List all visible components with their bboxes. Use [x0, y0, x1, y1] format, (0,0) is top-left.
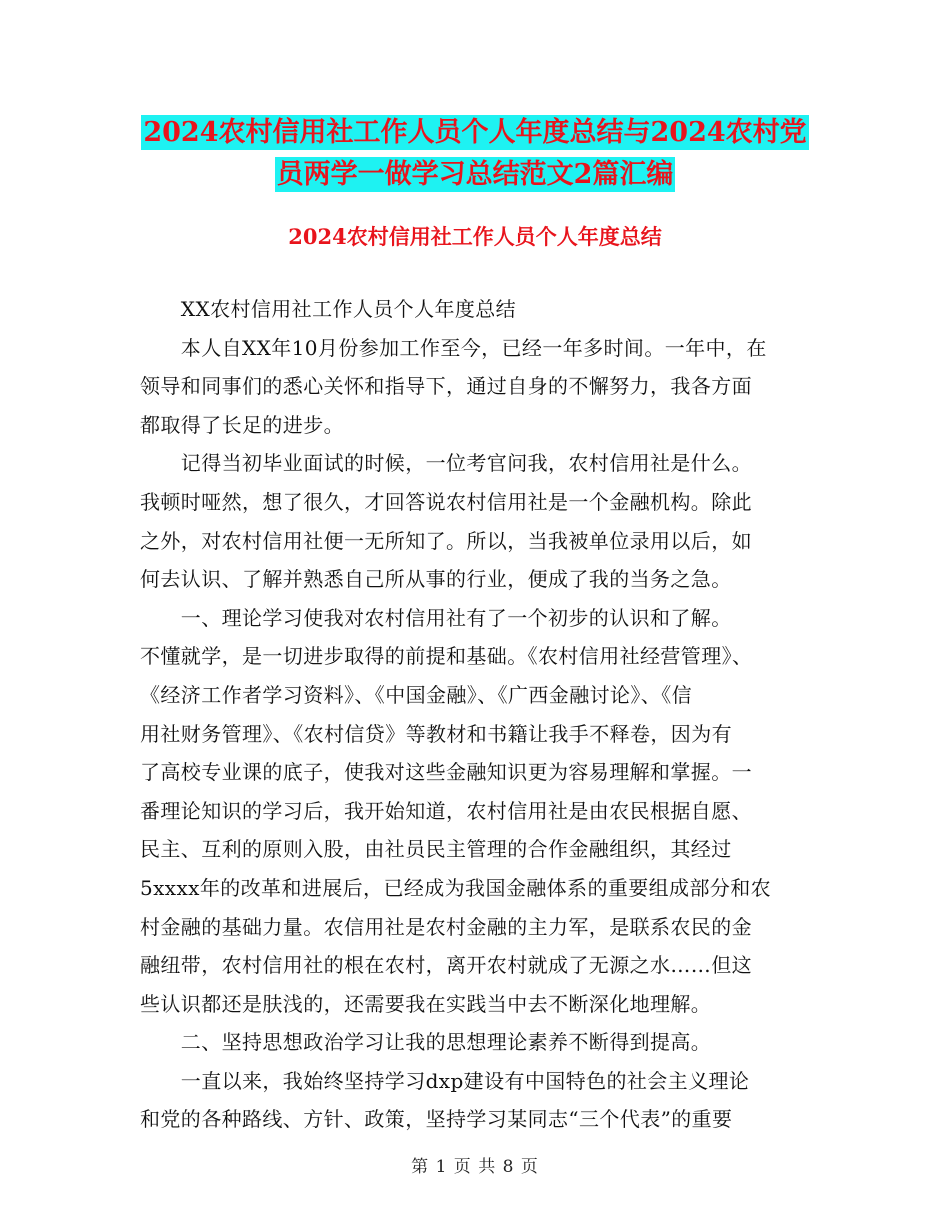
- body-line: 之外，对农村信用社便一无所知了。所以，当我被单位录用以后，如: [140, 528, 752, 553]
- body-line: 领导和同事们的悉心关怀和指导下，通过自身的不懈努力，我各方面: [140, 374, 752, 399]
- body-line: 本人自XX年10月份参加工作至今，已经一年多时间。一年中，在: [140, 335, 767, 360]
- body-line: 和党的各种路线、方针、政策，坚持学习某同志“三个代表”的重要: [140, 1107, 733, 1132]
- title-highlight: 2024农村信用社工作人员个人年度总结与2024农村党: [143, 117, 807, 148]
- body-line: XX农村信用社工作人员个人年度总结: [140, 297, 517, 321]
- body-line: 番理论知识的学习后，我开始知道，农村信用社是由农民根据自愿、: [140, 798, 752, 823]
- body-line: 二、坚持思想政治学习让我的思想理论素养不断得到提高。: [140, 1030, 712, 1055]
- body-line: 民主、互利的原则入股，由社员民主管理的合作金融组织，其经过: [140, 837, 732, 862]
- body-line: 些认识都还是肤浅的，还需要我在实践当中去不断深化地理解。: [140, 991, 712, 1016]
- body-line: 了高校专业课的底子，使我对这些金融知识更为容易理解和掌握。一: [140, 760, 752, 785]
- body-line: 村金融的基础力量。农信用社是农村金融的主力军，是联系农民的金: [140, 914, 752, 939]
- body-line: 何去认识、了解并熟悉自己所从事的行业，便成了我的当务之急。: [140, 567, 732, 592]
- document-title-line-1: [140, 110, 810, 156]
- body-line: 5xxxx年的改革和进展后，已经成为我国金融体系的重要组成部分和农: [140, 875, 772, 900]
- document-title-line-2: [140, 152, 810, 198]
- body-line: 一直以来，我始终坚持学习dxp建设有中国特色的社会主义理论: [140, 1068, 750, 1093]
- body-line: 用社财务管理》、《农村信贷》等教材和书籍让我手不释卷，因为有: [140, 721, 732, 746]
- section-title: 2024农村信用社工作人员个人年度总结: [288, 224, 662, 249]
- body-line: 《经济工作者学习资料》、《中国金融》、《广西金融讨论》、《信: [140, 682, 692, 707]
- body-line: 都取得了长足的进步。: [140, 412, 344, 437]
- body-line: 我顿时哑然，想了很久，才回答说农村信用社是一个金融机构。除此: [140, 489, 752, 514]
- document-body: [140, 290, 810, 1139]
- title-highlight: 员两学一做学习总结范文2篇汇编: [276, 159, 674, 190]
- body-line: 不懂就学，是一切进步取得的前提和基础。《农村信用社经营管理》、: [140, 644, 753, 669]
- body-line: 融纽带，农村信用社的根在农村，离开农村就成了无源之水……但这: [140, 953, 752, 978]
- body-line: 一、理论学习使我对农村信用社有了一个初步的认识和了解。: [140, 605, 732, 630]
- page-footer: 第 1 页 共 8 页: [411, 1157, 539, 1177]
- body-line: 记得当初毕业面试的时候，一位考官问我，农村信用社是什么。: [140, 451, 752, 476]
